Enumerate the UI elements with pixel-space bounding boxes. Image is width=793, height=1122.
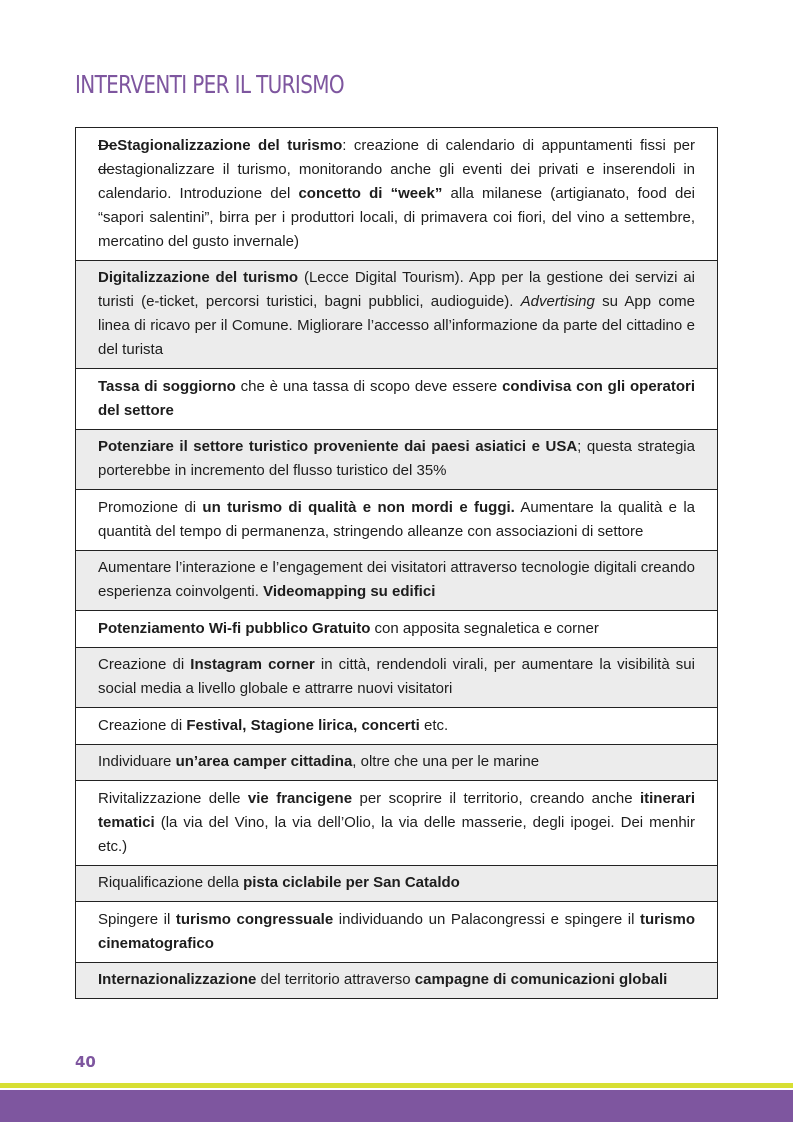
cell-text: campagne di comunicazioni globali — [414, 971, 668, 988]
cell-text — [98, 137, 117, 154]
table-cell — [76, 260, 718, 369]
cell-text: Aumentare la qualità e la quantità del tempo di permanenza, stringendo alleanze con associazioni di settore — [98, 498, 695, 540]
table-row — [76, 550, 718, 611]
page-number: 40 — [75, 1053, 96, 1071]
table-cell — [76, 647, 718, 708]
cell-text: Tassa di soggiorno — [98, 377, 236, 395]
table-cell — [76, 902, 718, 963]
cell-text: (Lecce Digital Tourism). App per la gestione dei servizi ai turisti (e-ticket, percorsi turistici, bagni pubblici, audioguide). — [98, 269, 695, 310]
table-cell — [76, 708, 718, 745]
cell-text: Promozione di — [98, 498, 203, 516]
cell-text: Spingere il — [98, 910, 176, 928]
table-row — [76, 429, 718, 490]
cell-text: del territorio attraverso — [256, 971, 415, 988]
table-cell — [76, 744, 718, 781]
table-cell — [76, 550, 718, 611]
cell-text: stagionalizzare il turismo, monitorando anche gli eventi dei privati e inserendoli in calendario. Introduzione del — [98, 160, 695, 202]
interventions-table — [75, 127, 718, 999]
cell-text: Riqualificazione della — [98, 874, 244, 891]
cell-text: pista ciclabile per San Cataldo — [243, 874, 460, 891]
table-row — [76, 744, 718, 781]
cell-text: con apposita segnaletica e corner — [370, 619, 599, 637]
cell-text: etc. — [419, 716, 449, 734]
table-cell — [76, 429, 718, 490]
cell-text: Potenziare il settore turistico proveniente dai paesi asiatici e USA — [98, 438, 578, 455]
cell-text: Instagram corner — [190, 656, 315, 673]
cell-text: ; questa strategia porterebbe in incremento del flusso turistico del 35% — [98, 438, 695, 479]
table-row — [76, 647, 718, 708]
cell-text: alla milanese (artigianato, food dei “sapori salentini”, birra per i produttori locali, di primavera coi fiori, del vino a settembre, mercatino del gusto invernale) — [98, 184, 695, 250]
cell-text: turismo congressuale — [175, 910, 334, 928]
cell-text: Videomapping su edifici — [263, 583, 436, 600]
table-cell — [76, 865, 718, 902]
table-cell — [76, 611, 718, 648]
cell-text: che è una tassa di scopo deve essere — [235, 377, 503, 395]
cell-text: Potenziamento Wi-fi pubblico Gratuito — [98, 619, 371, 637]
cell-text: : creazione di calendario di appuntamenti fissi per — [342, 136, 695, 154]
cell-text: in città, rendendoli virali, per aumentare la visibilità sui social media a livello globale e attrarre nuovi visitatori — [98, 656, 695, 697]
footer-band — [0, 1090, 793, 1122]
cell-text: de — [98, 160, 115, 178]
table-row — [76, 611, 718, 648]
cell-text: Advertising — [520, 293, 595, 310]
interventions-table-body — [76, 128, 718, 999]
page-title: INTERVENTI PER IL TURISMO — [75, 70, 344, 99]
table-row — [76, 708, 718, 745]
table-row — [76, 781, 718, 866]
cell-text: Festival, Stagione lirica, concerti — [186, 716, 420, 734]
table-row — [76, 490, 718, 551]
cell-text: Individuare — [98, 753, 176, 770]
cell-text: Aumentare l’interazione e l’engagement dei visitatori attraverso tecnologie digitali creando esperienza coinvolgenti. — [98, 559, 695, 600]
cell-text: per scoprire il territorio, creando anche — [352, 789, 640, 807]
cell-text: vie francigene — [247, 789, 353, 807]
table-row — [76, 260, 718, 369]
cell-text: un turismo di qualità e non mordi e fuggi. — [202, 498, 515, 516]
table-cell — [76, 369, 718, 430]
cell-text: Internazionalizzazione — [98, 971, 257, 988]
table-row — [76, 962, 718, 999]
table-cell — [76, 128, 718, 261]
cell-text: concetto di “week” — [298, 184, 443, 202]
cell-text: Creazione di — [98, 656, 191, 673]
table-row — [76, 369, 718, 430]
cell-text: , oltre che una per le marine — [352, 753, 540, 770]
cell-text: su App come linea di ricavo per il Comune. Migliorare l’accesso all’informazione da parte del cittadino e del turista — [98, 293, 695, 358]
cell-text: (la via del Vino, la via dell’Olio, la via delle masserie, degli ipogei. Dei menhir etc.) — [98, 813, 695, 855]
cell-text: itinerari tematici — [98, 789, 695, 831]
cell-text: individuando un Palacongressi e spingere il — [333, 910, 640, 928]
cell-text: Rivitalizzazione delle — [98, 789, 248, 807]
cell-text: turismo cinematografico — [98, 910, 696, 952]
cell-text: Digitalizzazione del turismo — [98, 269, 299, 286]
table-row — [76, 128, 718, 261]
cell-text: un’area camper cittadina — [175, 753, 353, 770]
table-cell — [76, 962, 718, 999]
table-row — [76, 902, 718, 963]
footer-accent-line — [0, 1083, 793, 1088]
table-row — [76, 865, 718, 902]
table-cell — [76, 781, 718, 866]
cell-text: Stagionalizzazione del turismo — [117, 136, 343, 154]
table-cell — [76, 490, 718, 551]
cell-text: Creazione di — [98, 716, 187, 734]
cell-text: condivisa con gli operatori del settore — [98, 377, 696, 419]
cell-text: De — [98, 136, 118, 154]
